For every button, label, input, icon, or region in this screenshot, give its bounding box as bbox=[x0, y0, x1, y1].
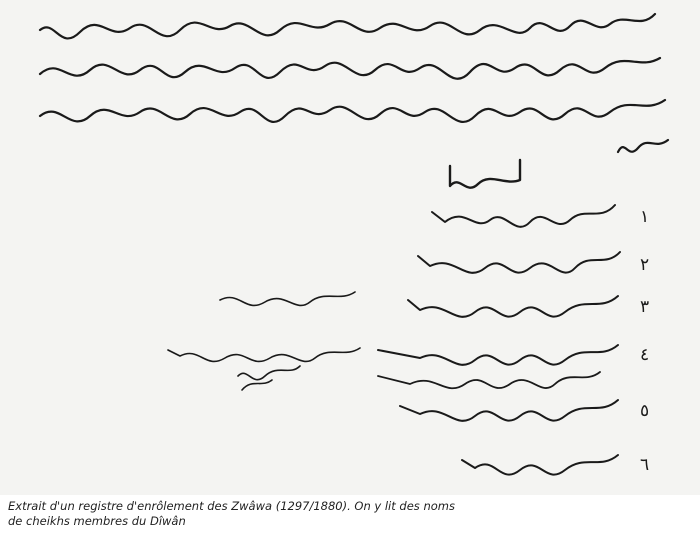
header-line-2 bbox=[40, 58, 660, 79]
margin-note-2-line-3 bbox=[242, 380, 272, 390]
numbered-entries-list bbox=[378, 205, 649, 475]
header-line-3 bbox=[40, 100, 665, 122]
figure-caption bbox=[8, 499, 692, 529]
entry-1-number: ١ bbox=[640, 207, 650, 227]
entry-4-number: ٤ bbox=[640, 345, 650, 365]
header-paragraph bbox=[40, 14, 668, 152]
caption-line-2: de cheikhs membres du Dîwân bbox=[8, 514, 186, 528]
entry-5-number: ٥ bbox=[640, 401, 650, 421]
margin-note-2-line-2 bbox=[238, 366, 300, 380]
entry-2-number: ٢ bbox=[640, 255, 650, 275]
entry-4-text-line-1 bbox=[378, 345, 618, 365]
entry-6-text bbox=[462, 455, 618, 475]
entry-5-text bbox=[400, 400, 618, 421]
entry-1-text bbox=[432, 205, 615, 227]
heading-word bbox=[450, 160, 520, 188]
margin-note-1 bbox=[220, 292, 355, 305]
header-line-4 bbox=[618, 140, 668, 152]
entry-4-text-line-2 bbox=[378, 372, 600, 388]
entry-3-text bbox=[408, 296, 618, 317]
entry-6-number: ٦ bbox=[640, 455, 650, 475]
entry-2-text bbox=[418, 252, 620, 273]
caption-line-1: Extrait d'un registre d'enrôlement des Zwâwa (1297/1880). On y lit des noms bbox=[8, 499, 455, 513]
header-line-1 bbox=[40, 14, 655, 38]
margin-note-2-line-1 bbox=[168, 348, 360, 361]
entry-3-number: ٣ bbox=[640, 297, 650, 317]
margin-annotations bbox=[168, 292, 360, 390]
